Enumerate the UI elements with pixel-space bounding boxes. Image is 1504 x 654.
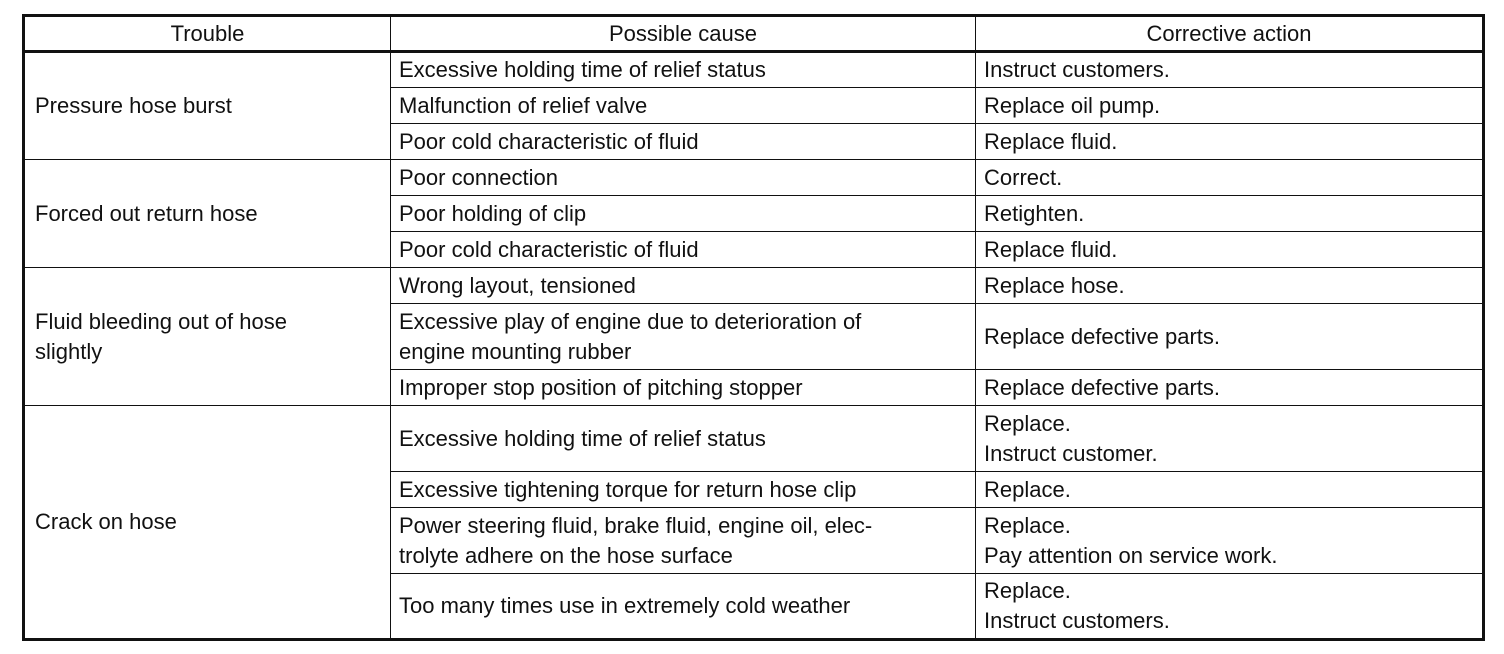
corrective-action-cell: [976, 574, 1484, 640]
trouble-cell: [24, 268, 391, 406]
corrective-action-text: Replace.: [984, 512, 1071, 538]
corrective-action-text: Replace defective parts.: [984, 374, 1221, 400]
possible-cause-text: Improper stop position of pitching stopper: [399, 374, 803, 400]
header-row: [24, 16, 1484, 52]
possible-cause-text: Excessive play of engine due to deterioration of: [399, 308, 862, 334]
possible-cause-cell: [391, 406, 976, 472]
possible-cause-cell: [391, 232, 976, 268]
corrective-action-cell: [976, 232, 1484, 268]
possible-cause-cell: [391, 508, 976, 574]
possible-cause-text: Excessive tightening torque for return hose clip: [399, 476, 857, 502]
table-row: [24, 268, 1484, 304]
corrective-action-cell: [976, 508, 1484, 574]
possible-cause-text: Too many times use in extremely cold weather: [399, 593, 851, 618]
trouble-text: Pressure hose burst: [35, 93, 232, 118]
corrective-action-cell: [976, 304, 1484, 370]
table-row: [24, 406, 1484, 472]
possible-cause-cell: [391, 124, 976, 160]
possible-cause-text: Poor cold characteristic of fluid: [399, 128, 699, 154]
corrective-action-text: Replace fluid.: [984, 236, 1118, 262]
corrective-action-text: Replace defective parts.: [984, 323, 1221, 349]
trouble-cell: [24, 160, 391, 268]
possible-cause-cell: [391, 304, 976, 370]
corrective-action-cell: [976, 88, 1484, 124]
possible-cause-text: Wrong layout, tensioned: [399, 272, 636, 298]
table-body: [24, 52, 1484, 640]
possible-cause-text: Poor holding of clip: [399, 200, 587, 226]
corrective-action-text: Replace.: [984, 578, 1071, 603]
table-row: [24, 52, 1484, 88]
trouble-text: Crack on hose: [35, 509, 177, 534]
possible-cause-cell: [391, 574, 976, 640]
corrective-action-text: Instruct customers.: [984, 608, 1170, 633]
possible-cause-text: Poor cold characteristic of fluid: [399, 236, 699, 262]
possible-cause-text: Excessive holding time of relief status: [399, 425, 766, 451]
corrective-action-cell: [976, 370, 1484, 406]
possible-cause-cell: [391, 88, 976, 124]
possible-cause-cell: [391, 370, 976, 406]
corrective-action-cell: [976, 52, 1484, 88]
possible-cause-text: trolyte adhere on the hose surface: [399, 542, 733, 568]
corrective-action-text: Replace hose.: [984, 272, 1125, 298]
possible-cause-text: Poor connection: [399, 164, 558, 190]
possible-cause-cell: [391, 52, 976, 88]
corrective-action-text: Instruct customer.: [984, 440, 1158, 466]
possible-cause-text: Malfunction of relief valve: [399, 92, 648, 118]
trouble-table: [22, 14, 1485, 641]
possible-cause-text: Power steering fluid, brake fluid, engine oil, elec-: [399, 512, 873, 538]
corrective-action-text: Pay attention on service work.: [984, 542, 1278, 568]
corrective-action-text: Instruct customers.: [984, 57, 1170, 82]
corrective-action-text: Replace oil pump.: [984, 92, 1161, 118]
possible-cause-text: engine mounting rubber: [399, 338, 632, 364]
trouble-text: Forced out return hose: [35, 200, 258, 226]
trouble-cell: [24, 406, 391, 640]
corrective-action-cell: [976, 196, 1484, 232]
corrective-action-cell: [976, 472, 1484, 508]
possible-cause-cell: [391, 160, 976, 196]
trouble-cell: [24, 52, 391, 160]
header-corrective-action: Corrective action: [976, 16, 1484, 52]
table-row: [24, 160, 1484, 196]
possible-cause-cell: [391, 268, 976, 304]
trouble-text: Fluid bleeding out of hose: [35, 308, 287, 334]
trouble-text: slightly: [35, 338, 103, 364]
corrective-action-cell: [976, 268, 1484, 304]
possible-cause-cell: [391, 472, 976, 508]
corrective-action-cell: [976, 406, 1484, 472]
possible-cause-text: Excessive holding time of relief status: [399, 57, 766, 82]
possible-cause-cell: [391, 196, 976, 232]
corrective-action-text: Replace fluid.: [984, 128, 1118, 154]
corrective-action-cell: [976, 124, 1484, 160]
header-possible-cause: Possible cause: [391, 16, 976, 52]
corrective-action-text: Correct.: [984, 164, 1063, 190]
header-trouble: Trouble: [24, 16, 391, 52]
corrective-action-text: Replace.: [984, 476, 1071, 502]
corrective-action-cell: [976, 160, 1484, 196]
corrective-action-text: Replace.: [984, 410, 1071, 436]
corrective-action-text: Retighten.: [984, 200, 1085, 226]
table-header: [24, 16, 1484, 52]
